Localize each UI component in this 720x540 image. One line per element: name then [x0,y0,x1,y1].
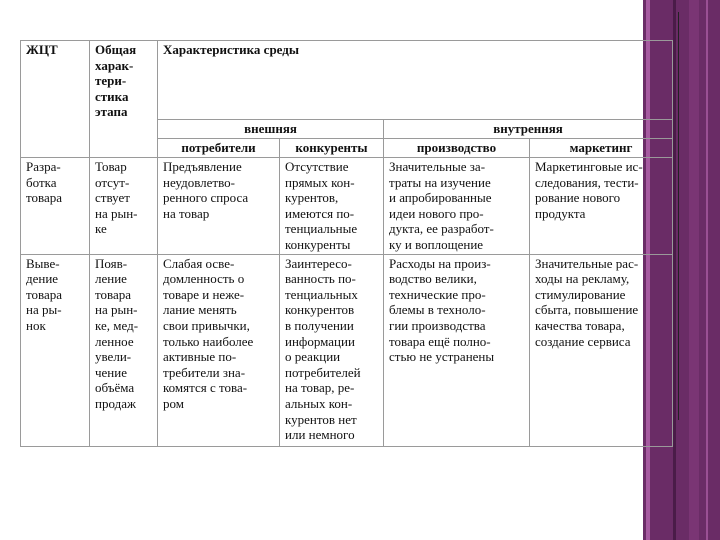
table-header-row [21,41,673,120]
cell-consumers: Предъявление неудовлетво- ренного спроса на товар [158,158,280,255]
cell-production: Значительные за- траты на изучение и апробированные идеи нового про- дукта, ее разработ- ку и воплощение [384,158,530,255]
cell-consumers: Слабая осве- домленность о товаре и неже- лание менять свои привычки, только наиболее активные по- требители зна- комятся с това- ром [158,254,280,446]
group-external: внешняя [158,120,384,139]
table-row [21,254,673,446]
cell-competitors: Отсутствие прямых кон- курентов, имеются по- тенциальные конкуренты [280,158,384,255]
table-row [21,158,673,255]
subheader-production: производство [384,139,530,158]
cell-stage: Выве- дение товара на ры- нок [21,254,90,446]
cell-production: Расходы на произ- водство велики, технические про- блемы в техноло- гии производства товара ещё полно- стью не устранены [384,254,530,446]
header-environment: Характеристика среды [158,41,673,120]
header-general-characteristic: Общая харак- тери- стика этапа [90,41,158,158]
side-band-stripe [706,0,708,540]
header-stage: ЖЦТ [21,41,90,158]
cell-general: Товар отсут- ствует на рын- ке [90,158,158,255]
side-band-stripe [689,0,699,540]
subheader-marketing: маркетинг [530,139,673,158]
side-band-stripe [673,0,676,540]
cell-marketing: Значительные рас- ходы на рекламу, стимулирование сбыта, повышение качества товара, создание сервиса [530,254,673,446]
cell-general: Появ- ление товара на рын- ке, мед- ленное увели- чение объёма продаж [90,254,158,446]
cell-marketing: Маркетинговые ис- следования, тести- рование нового продукта [530,158,673,255]
vertical-rule-line [678,12,679,420]
subheader-competitors: конкуренты [280,139,384,158]
cell-competitors: Заинтересо- ванность по- тенциальных конкурентов в получении информации о реакции потребителей на товар, ре- альных кон- курентов нет или немного [280,254,384,446]
group-internal: внутренняя [384,120,673,139]
cell-stage: Разра- ботка товара [21,158,90,255]
lifecycle-environment-table [20,40,673,447]
subheader-consumers: потребители [158,139,280,158]
